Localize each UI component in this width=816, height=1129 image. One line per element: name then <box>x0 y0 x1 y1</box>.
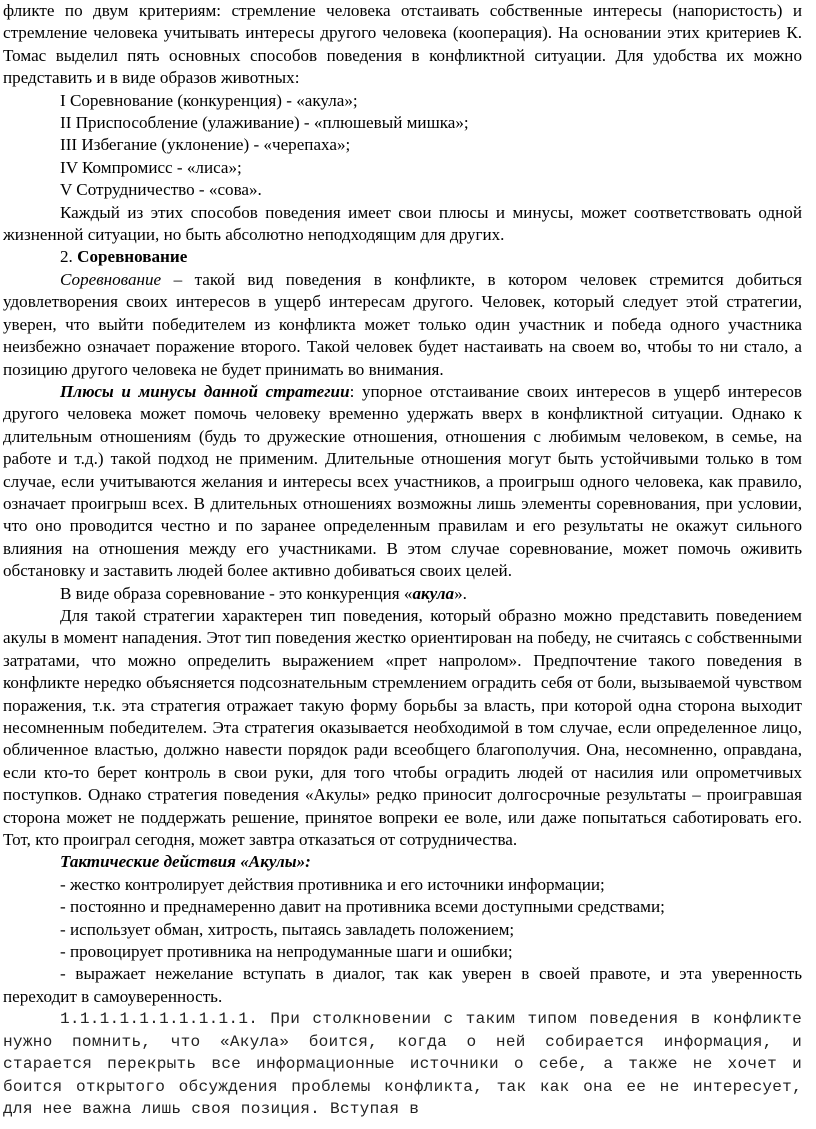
list-item: - использует обман, хитрость, пытаясь завладеть положением; <box>60 919 515 939</box>
list-item: IV Компромисс - «лиса»; <box>60 157 242 177</box>
quote-close: ». <box>454 583 467 603</box>
term-shark: акула <box>412 583 455 603</box>
paragraph-pros-cons-intro: Каждый из этих способов поведения имеет свои плюсы и минусы, может соответствовать одной жизненной ситуации, но быть абсолютно неподходящим для других. <box>3 202 802 245</box>
list-item: V Сотрудничество - «сова». <box>60 180 262 200</box>
term-pros-cons: Плюсы и минусы данной стратегии <box>60 381 350 401</box>
section-title: Соревнование <box>77 247 188 267</box>
term-competition: Соревнование <box>60 269 162 289</box>
behavior-styles-list <box>3 90 802 202</box>
tactics-list <box>3 874 802 1008</box>
list-item: - провоцирует противника на непродуманные шаги и ошибки; <box>60 942 513 962</box>
paragraph-definition <box>3 269 802 381</box>
list-item: I Соревнование (конкуренция) - «акула»; <box>60 90 358 110</box>
list-item: - жестко контролирует действия противника и его источники информации; <box>60 874 605 894</box>
definition-text: – такой вид поведения в конфликте, в котором человек стремится добиться удовлетворения своих интересов в ущерб интересам другого. Человек, который следует этой стратегии, уверен, что выйти победителем из конфликта может только один участник и победа одного участника неизбежно означает поражение второго. Такой человек будет настаивать на своем во, чтобы то ни стало, а позицию другого человека не будет принимать во внимания. <box>3 269 802 379</box>
paragraph-pros-cons <box>3 381 802 583</box>
image-text: В виде образа соревнование - это конкуренция <box>60 583 404 603</box>
paragraph-advice: 1.1.1.1.1.1.1.1.1.1. При столкновении с таким типом поведения в конфликте нужно помнить, что «Акула» боится, когда о ней собирается информация, и старается перекрыть все информационные источники о себе, а также не хочет и боится открытого обсуждения проблемы конфликта, так как она ее не интересует, для нее важна лишь своя позиция. Вступая в <box>3 1010 802 1118</box>
section-number: 2. <box>60 247 78 267</box>
paragraph-strategy: Для такой стратегии характерен тип поведения, который образно можно представить поведением акулы в момент нападения. Этот тип поведения жестко ориентирован на победу, не считаясь с собственными затратами, что можно определить выражением «прет напролом». Предпочтение такого поведения в конфликте нередко объясняется подсознательным стремлением оградить себя от боли, вызываемой чувством поражения, т.к. эта стратегия отражает такую форму борьбы за власть, при которой одна сторона выходит несомненным победителем. Эта стратегия оказывается необходимой в том случае, если определенное лицо, обличенное властью, должно навести порядок ради всеобщего благополучия. Она, несомненно, оправдана, если кто-то берет контроль в свои руки, для того чтобы оградить людей от насилия или опрометчивых поступков. Однако стратегия поведения «Акулы» редко приносит долгосрочные результаты – проигравшая сторона может не поддержать решение, принятое вопреки ее воле, или даже попытаться саботировать его. Тот, кто проиграл сегодня, может завтра отказаться от сотрудничества. <box>3 605 802 850</box>
tactics-heading: Тактические действия «Акулы»: <box>60 852 311 872</box>
list-item: - постоянно и преднамеренно давит на противника всеми доступными средствами; <box>60 897 665 917</box>
quote-open: « <box>403 583 413 603</box>
pros-cons-text: : упорное отстаивание своих интересов в ущерб интересов другого человека может помочь человеку временно удержать вверх в конфликтной ситуации. Однако к длительным отношениям (будь то дружеские отношения, отношения с любимым человеком, в семье, на работе и т.д.) такой подход не применим. Длительные отношения могут быть устойчивыми только в том случае, если учитываются желания и интересы всех участников, а проигрыш одного человека, как правило, означает проигрыш всех. В длительных отношениях возможны лишь элементы соревнования, при условии, что оно проводится честно и по заранее определенным правилам и его результаты не окажут сильного влияния на отношения между его участниками. В этом случае соревнование, может помочь оживить обстановку и заставить людей более активно добиваться своих целей. <box>3 381 802 581</box>
paragraph-intro: фликте по двум критериям: стремление человека отстаивать собственные интересы (напористость) и стремление человека учитывать интересы другого человека (кооперация). На основании этих критериев К. Томас выделил пять основных способов поведения в конфликтной ситуации. Для удобства их можно представить и в виде образов животных: <box>3 1 802 88</box>
list-item: - выражает нежелание вступать в диалог, так как уверен в своей правоте, и эта уверенность переходит в самоуверенность. <box>3 964 802 1006</box>
paragraph-image <box>3 583 802 605</box>
list-item: II Приспособление (улаживание) - «плюшевый мишка»; <box>60 113 469 133</box>
list-item: III Избегание (уклонение) - «черепаха»; <box>60 135 351 155</box>
section-heading <box>3 246 802 268</box>
